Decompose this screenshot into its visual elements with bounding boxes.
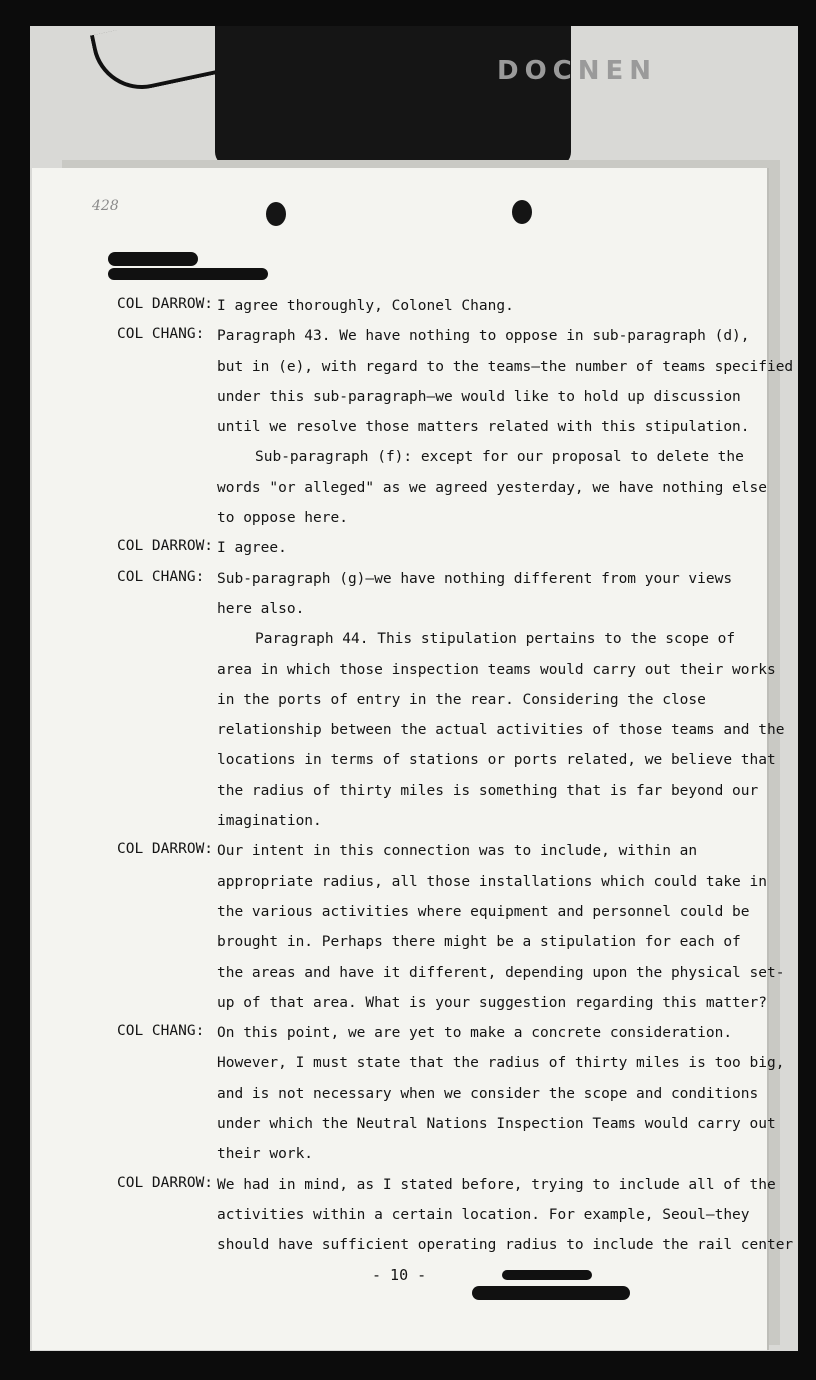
text-line: until we resolve those matters related with this stipulation.	[217, 419, 750, 436]
speaker-lines	[217, 296, 514, 326]
speaker-lines	[217, 841, 784, 1023]
text-line: in the ports of entry in the rear. Considering the close	[217, 691, 706, 708]
document-page	[32, 168, 794, 1350]
text-line: imagination.	[217, 813, 322, 830]
text-line: but in (e), with regard to the teams—the number of teams specified	[217, 358, 794, 375]
binder-clip	[215, 26, 658, 166]
redaction-bar	[472, 1286, 630, 1300]
speaker-name: COL DARROW:	[117, 296, 214, 312]
speaker-lines	[217, 569, 784, 842]
text-line: Paragraph 44. This stipulation pertains to the scope of	[255, 631, 736, 648]
text-line: Our intent in this connection was to include, within an	[217, 843, 698, 860]
text-line: and is not necessary when we consider the scope and conditions	[217, 1085, 759, 1102]
speaker-lines	[217, 1023, 784, 1174]
text-line: should have sufficient operating radius to include the rail center	[217, 1237, 794, 1254]
text-line: Sub-paragraph (f): except for our proposal to delete the	[255, 449, 744, 466]
redaction-bar	[108, 268, 268, 280]
text-line: under this sub-paragraph—we would like to hold up discussion	[217, 388, 741, 405]
speaker-name: COL CHANG:	[117, 326, 205, 343]
binder-clip-text: DOCNEN	[497, 56, 658, 86]
text-line: activities within a certain location. For example, Seoul—they	[217, 1206, 750, 1223]
text-line: up of that area. What is your suggestion regarding this matter?	[217, 994, 767, 1011]
text-line: Paragraph 43. We have nothing to oppose in sub-paragraph (d),	[217, 328, 750, 345]
speaker-name: COL CHANG:	[117, 568, 205, 585]
text-line: to oppose here.	[217, 510, 348, 527]
speaker-name: COL DARROW:	[117, 1174, 214, 1191]
text-line: the radius of thirty miles is something that is far beyond our	[217, 782, 759, 799]
text-line: the areas and have it different, depending upon the physical set-	[217, 964, 785, 981]
text-line: the various activities where equipment and personnel could be	[217, 903, 750, 920]
speaker-lines	[217, 326, 793, 538]
text-line: I agree.	[217, 540, 287, 557]
text-line: here also.	[217, 600, 305, 617]
text-line: words "or alleged" as we agreed yesterday, we have nothing else	[217, 479, 767, 496]
punch-hole-right	[512, 200, 532, 224]
redaction-bar	[108, 252, 198, 266]
text-line: Sub-paragraph (g)—we have nothing different from your views	[217, 570, 733, 587]
text-line: area in which those inspection teams would carry out their works	[217, 661, 776, 678]
redaction-bar	[502, 1270, 592, 1280]
text-line: brought in. Perhaps there might be a stipulation for each of	[217, 934, 741, 951]
punch-hole-left	[266, 202, 286, 226]
text-line: their work.	[217, 1146, 314, 1163]
speaker-name: COL DARROW:	[117, 841, 214, 858]
text-line: We had in mind, as I stated before, trying to include all of the	[217, 1176, 776, 1193]
speaker-lines	[217, 1175, 793, 1266]
page-number: - 10 -	[372, 1266, 427, 1284]
speaker-lines	[217, 538, 287, 568]
text-line: under which the Neutral Nations Inspection Teams would carry out	[217, 1116, 776, 1133]
corner-handwritten-note: 428	[92, 198, 119, 214]
text-line: I agree thoroughly, Colonel Chang.	[217, 298, 514, 314]
text-line: appropriate radius, all those installations which could take in	[217, 873, 767, 890]
speaker-name: COL CHANG:	[117, 1023, 205, 1040]
text-line: On this point, we are yet to make a concrete consideration.	[217, 1025, 733, 1042]
speaker-name: COL DARROW:	[117, 538, 214, 555]
text-line: locations in terms of stations or ports related, we believe that	[217, 752, 776, 769]
text-line: relationship between the actual activities of those teams and the	[217, 722, 785, 739]
text-line: However, I must state that the radius of thirty miles is too big,	[217, 1055, 785, 1072]
